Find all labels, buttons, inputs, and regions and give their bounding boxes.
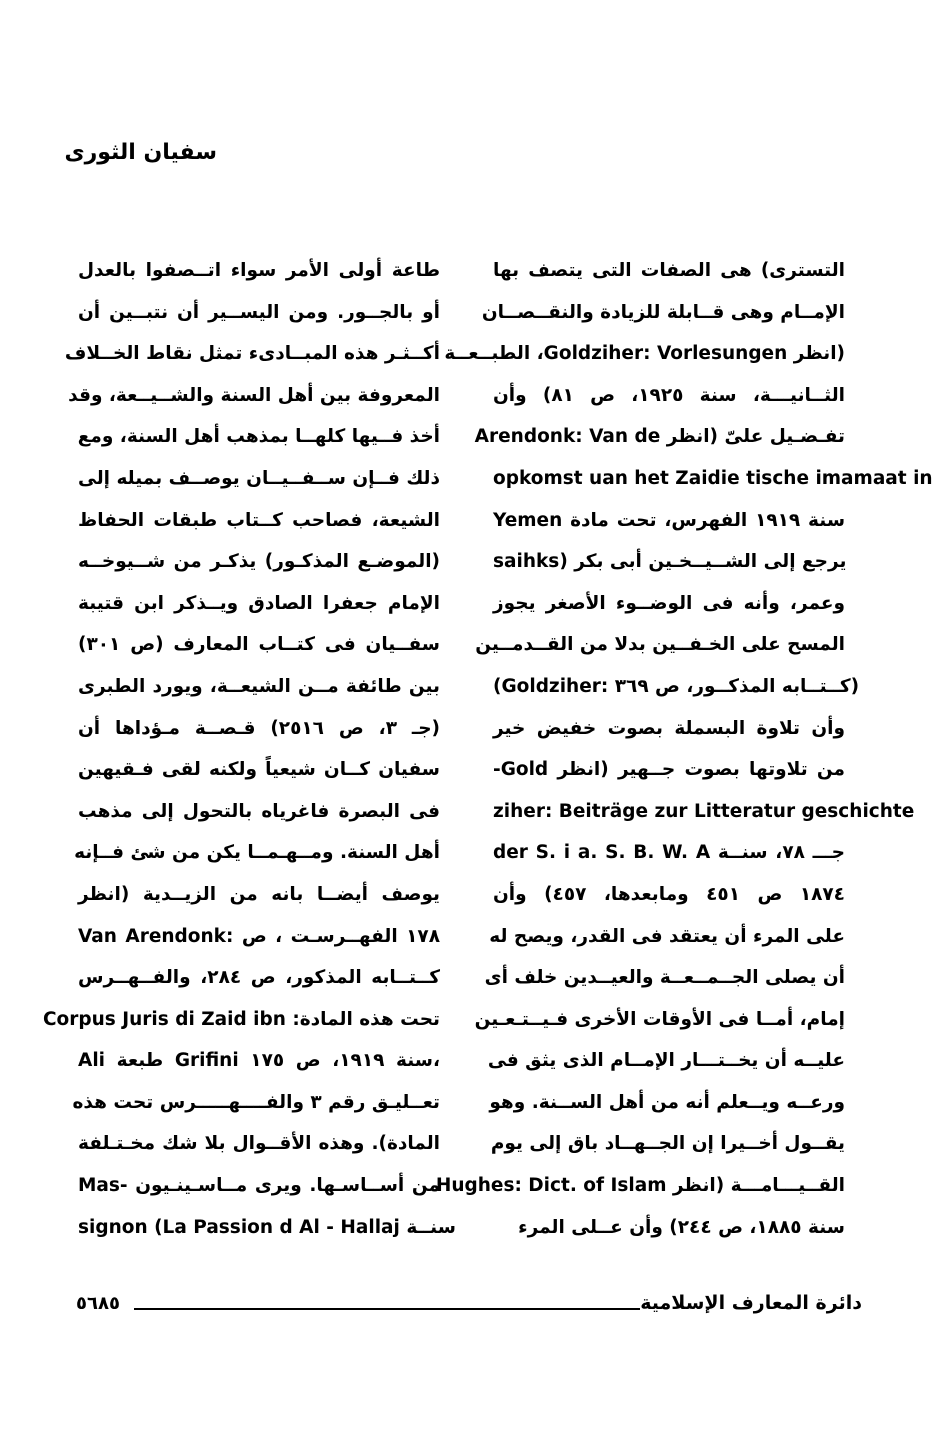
text-line: ذلك فــإن ســفــيــان يوصــف بميله إلى (78, 467, 440, 489)
text-line: أو بالجــور. ومن اليســير أن نتبــين أن (78, 301, 440, 323)
text-line: تحت هذه المادة: Corpus Juris di Zaid ibn (42, 1008, 440, 1030)
text-line: طاعة أولى الأمر سواء اتــصفوا بالعدل (78, 260, 440, 281)
text-line: Van Arendonk: ١٧٨ الفهــرسـت ، ص (78, 925, 441, 947)
text-line: بين طائفة مــن الشيعــة، ويورد الطبرى (78, 675, 440, 697)
text-line: أكــثـر هذه المبــادىء تمثل نقاط الخــلاف (64, 343, 440, 365)
text-line: على المرء أن يعتقد فى القدر، ويصح له (489, 925, 845, 947)
text-line: عليــه أن يخــتـــار الإمــام الذى يثق فى (487, 1050, 845, 1072)
page-title: سفيان الثورى (64, 140, 217, 165)
text-line: المعروفة بين أهل السنة والشــيــعة، وقد (68, 384, 440, 406)
page-number: ٥٦٨٥ (76, 1293, 120, 1314)
text-line: saihks) يرجع إلى الشــيــخـين أبى بكر (493, 551, 847, 573)
text-line: يوصف أيضــا بانه من الزيــدية (انظر (78, 883, 440, 905)
text-line: ورعــه ويــعلم أنه من أهل الســنة. وهو (489, 1091, 845, 1113)
text-line: فى البصرة فاغرياه بالتحول إلى مذهب (78, 800, 440, 822)
text-line: وأن تلاوة البسملة بصوت خفيض خير (493, 717, 845, 739)
text-line: Ali طبعة Grifini سنة ١٩١٩، ص ١٧٥، (78, 1050, 441, 1072)
text-line: الشيعة، فصاحب كــتاب طبقات الحفاظ (78, 509, 440, 531)
text-line: Yemen سنة ١٩١٩ الفهرس، تحت مادة (493, 509, 846, 531)
text-line: signon (La Passion d Al - Hallaj سنــة (78, 1216, 456, 1238)
text-line: أن يصلى الجــمــعــة والعيــدين خلف أى (484, 967, 845, 989)
text-line: تعــليـق رقم ٣ والفــــهـــــرس تحت هذه (72, 1091, 440, 1113)
text-line: (انظر Goldziher: Vorlesungen، الطبــعــة (444, 343, 845, 365)
text-line: سنة ١٨٨٥، ص ٢٤٤) وأن عــلى المرء (518, 1216, 845, 1238)
left-column (42, 250, 456, 1248)
text-line: الإمــام وهى قــابلة للزيادة والنقــصــان (481, 301, 845, 323)
text-line: ziher: Beiträge zur Litteratur geschichte (493, 800, 915, 822)
footer-divider (134, 1308, 640, 1310)
text-line: التسترى) هى الصفات التى يتصف بها (493, 260, 845, 281)
text-line: (Goldziher: كــتــابه المذكــور، ص ٣٦٩) (493, 675, 860, 697)
text-line: ١٨٧٤ ص ٤٥١ ومابعدها، ٤٥٧) وأن (493, 883, 845, 905)
text-line: أهل السنة. ومــهـمــا يكن من شئ فــإنه (74, 842, 440, 864)
text-line: المادة). وهذه الأقــوال بلا شك مخـتـلفة (78, 1133, 440, 1155)
text-line: وعمر، وأنه فى الوضــوء الأصغر يجوز (493, 592, 845, 614)
text-line: من أســاسـها. ويرى مــاسـينـيون -Mas (78, 1175, 440, 1197)
text-line: الإمام جعفرا الصادق ويــذكر ابن قتيبة (78, 592, 440, 614)
text-line: تفـضـيل علىّ (انظر Arendonk: Van de (474, 426, 845, 448)
text-line: (الموضـع المذكـور) يذكـر من شــيوخــه (78, 551, 440, 573)
right-column (435, 250, 933, 1248)
text-line: أخذ فــيها كلهــا بمذهب أهل السنة، ومع (77, 426, 440, 448)
page-footer (76, 1292, 862, 1324)
text-line: من تلاوتها بصوت جــهير (انظر Gold- (493, 759, 845, 781)
text-line: opkomst uan het Zaidie tische imamaat in (493, 467, 933, 489)
text-line: الثــانيـــة، سنة ١٩٢٥، ص ٨١) وأن (493, 384, 845, 406)
text-line: سفيان كــان شيعياً ولكنه لقى فـقيهين (78, 759, 440, 781)
text-line: (جـ ٣، ص ٢٥١٦) قـصــة مـؤداها أن (78, 717, 440, 739)
text-line: كــتــابه المذكور، ص ٢٨٤، والفــهــرس (78, 967, 440, 989)
text-line: المسح على الخـفــين بدلا من القــدمــين (475, 634, 845, 656)
text-line: يقــول أخــيرا إن الجــهــاد باق إلى يوم (490, 1133, 845, 1155)
text-line: der S. i a. S. B. W. A جـــ ٧٨، سنــة (493, 842, 845, 864)
footer-title: دائرة المعارف الإسلامية (640, 1292, 862, 1314)
text-line: القــيـــامـــة (انظر Hughes: Dict. of Islam (435, 1175, 845, 1197)
text-line: سفــيان فى كتــاب المعارف (ص ٣٠١) (78, 634, 440, 656)
text-line: إمام، أمــا فى الأوقات الأخرى فـيــتـعـين (474, 1008, 845, 1030)
